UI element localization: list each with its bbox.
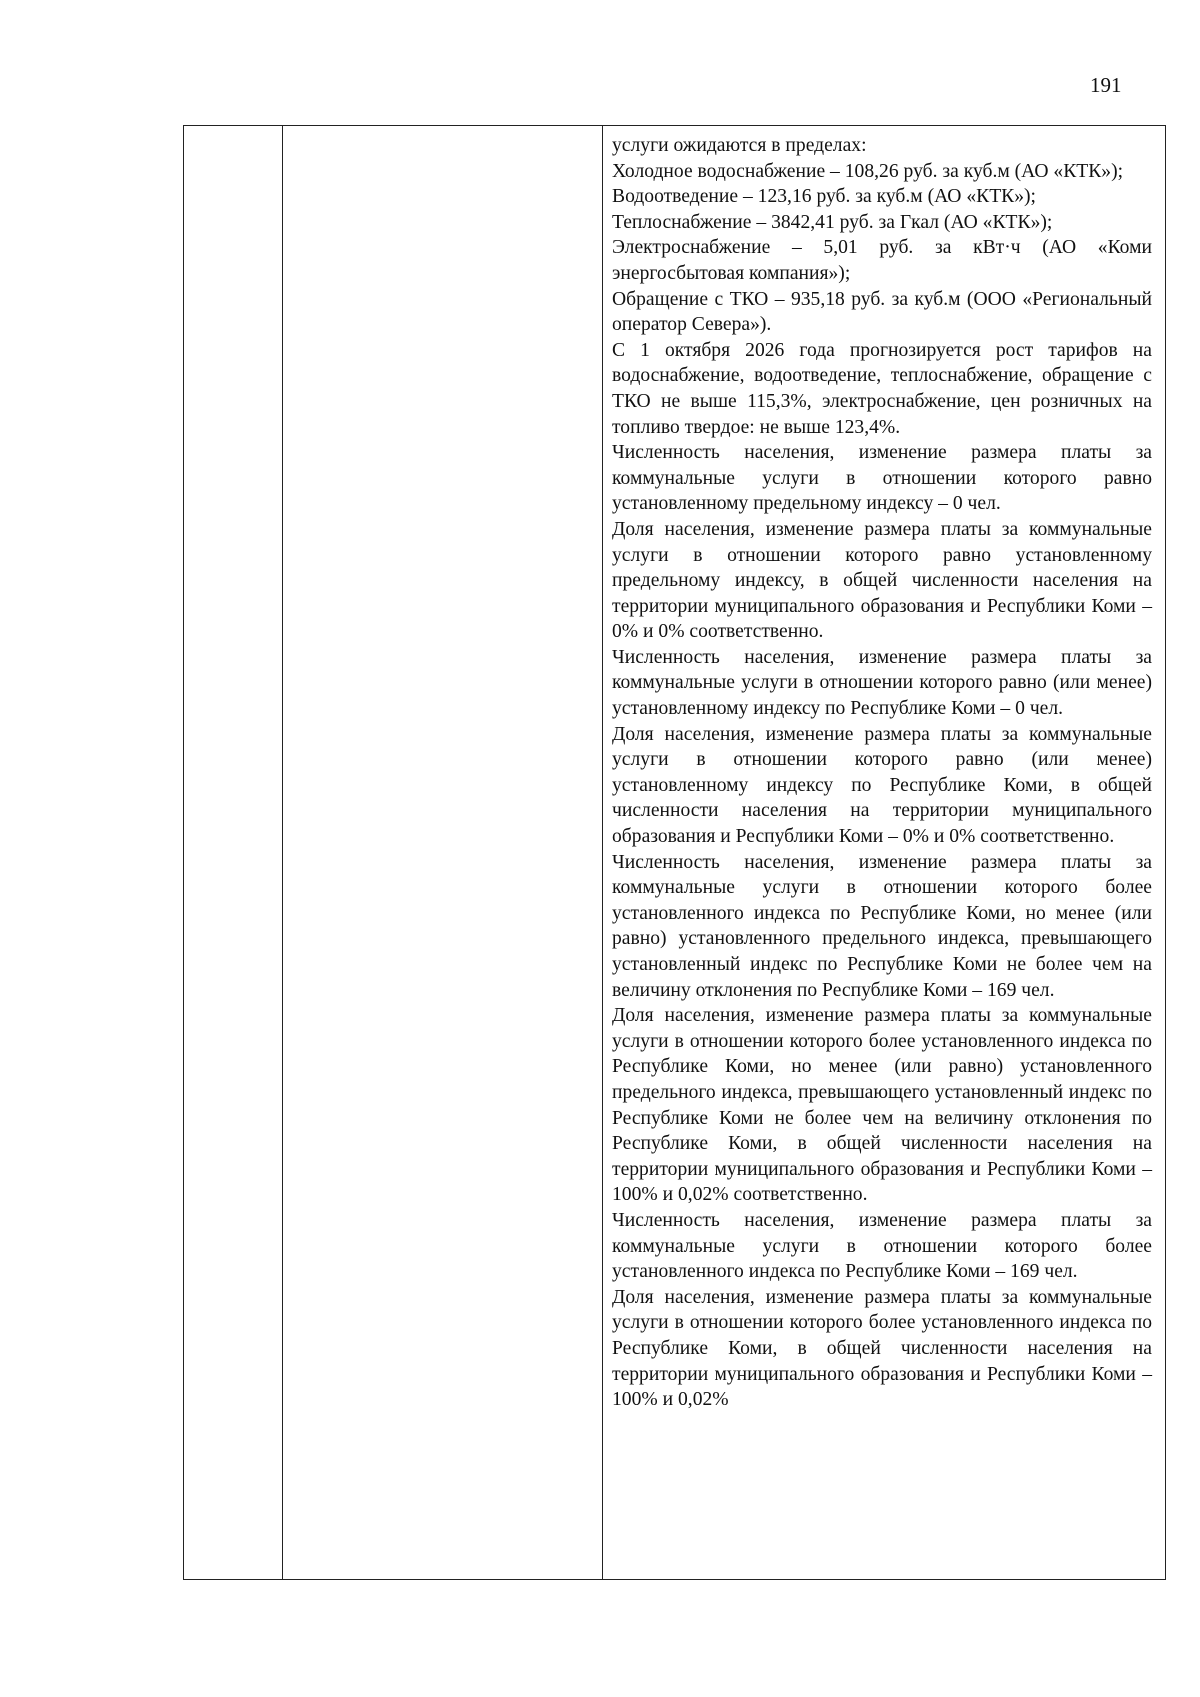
table-cell-description bbox=[612, 133, 1152, 1413]
column-divider bbox=[602, 126, 603, 1579]
paragraph: Численность населения, изменение размера платы за коммунальные услуги в отношении которого равно установленному предельному индексу – 0 чел. bbox=[612, 442, 1152, 515]
paragraph: Холодное водоснабжение – 108,26 руб. за куб.м (АО «КТК»); bbox=[612, 160, 1124, 182]
paragraph: С 1 октября 2026 года прогнозируется рост тарифов на водоснабжение, водоотведение, теплоснабжение, обращение с ТКО не выше 115,3%, электроснабжение, цен розничных на топливо твердое: не выше 123,4%. bbox=[612, 339, 1152, 438]
paragraph: Доля населения, изменение размера платы за коммунальные услуги в отношении которого более установленного индекса по Республике Коми, но менее (или равно) установленного предельного индекса, превышающего установленный индекс по Республике Коми не более чем на величину отклонения по Республике Коми, в общей численности населения на территории муниципального образования и Республики Коми – 100% и 0,02% соответственно. bbox=[612, 1005, 1152, 1206]
column-divider bbox=[282, 126, 283, 1579]
paragraph: Численность населения, изменение размера платы за коммунальные услуги в отношении которого равно (или менее) установленному индексу по Республике Коми – 0 чел. bbox=[612, 646, 1152, 720]
paragraph: Доля населения, изменение размера платы за коммунальные услуги в отношении которого равно (или менее) установленному индексу по Республике Коми, в общей численности населения на территории муниципального образования и Республики Коми – 0% и 0% соответственно. bbox=[612, 723, 1152, 848]
page-number: 191 bbox=[1090, 73, 1122, 97]
paragraph: Электроснабжение – 5,01 руб. за кВт·ч (АО «Коми энергосбытовая компания»); bbox=[612, 237, 1152, 284]
paragraph: Численность населения, изменение размера платы за коммунальные услуги в отношении которого более установленного индекса по Республике Коми, но менее (или равно) установленного предельного индекса, превышающего установленный индекс по Республике Коми не более чем на величину отклонения по Республике Коми – 169 чел. bbox=[612, 851, 1152, 1001]
paragraph: Доля населения, изменение размера платы за коммунальные услуги в отношении которого более установленного индекса по Республике Коми, в общей численности населения на территории муниципального образования и Республики Коми – 100% и 0,02% bbox=[612, 1286, 1152, 1411]
paragraph: Численность населения, изменение размера платы за коммунальные услуги в отношении которого более установленного индекса по Республике Коми – 169 чел. bbox=[612, 1209, 1152, 1283]
paragraph: Водоотведение – 123,16 руб. за куб.м (АО «КТК»); bbox=[612, 186, 1036, 208]
paragraph: Доля населения, изменение размера платы за коммунальные услуги в отношении которого равно установленному предельному индексу, в общей численности населения на территории муниципального образования и Республики Коми – 0% и 0% соответственно. bbox=[612, 518, 1152, 643]
document-table bbox=[183, 125, 1166, 1580]
paragraph: услуги ожидаются в пределах: bbox=[612, 135, 867, 156]
paragraph: Теплоснабжение – 3842,41 руб. за Гкал (АО «КТК»); bbox=[612, 211, 1053, 233]
paragraph: Обращение с ТКО – 935,18 руб. за куб.м (ООО «Региональный оператор Севера»). bbox=[612, 288, 1152, 336]
